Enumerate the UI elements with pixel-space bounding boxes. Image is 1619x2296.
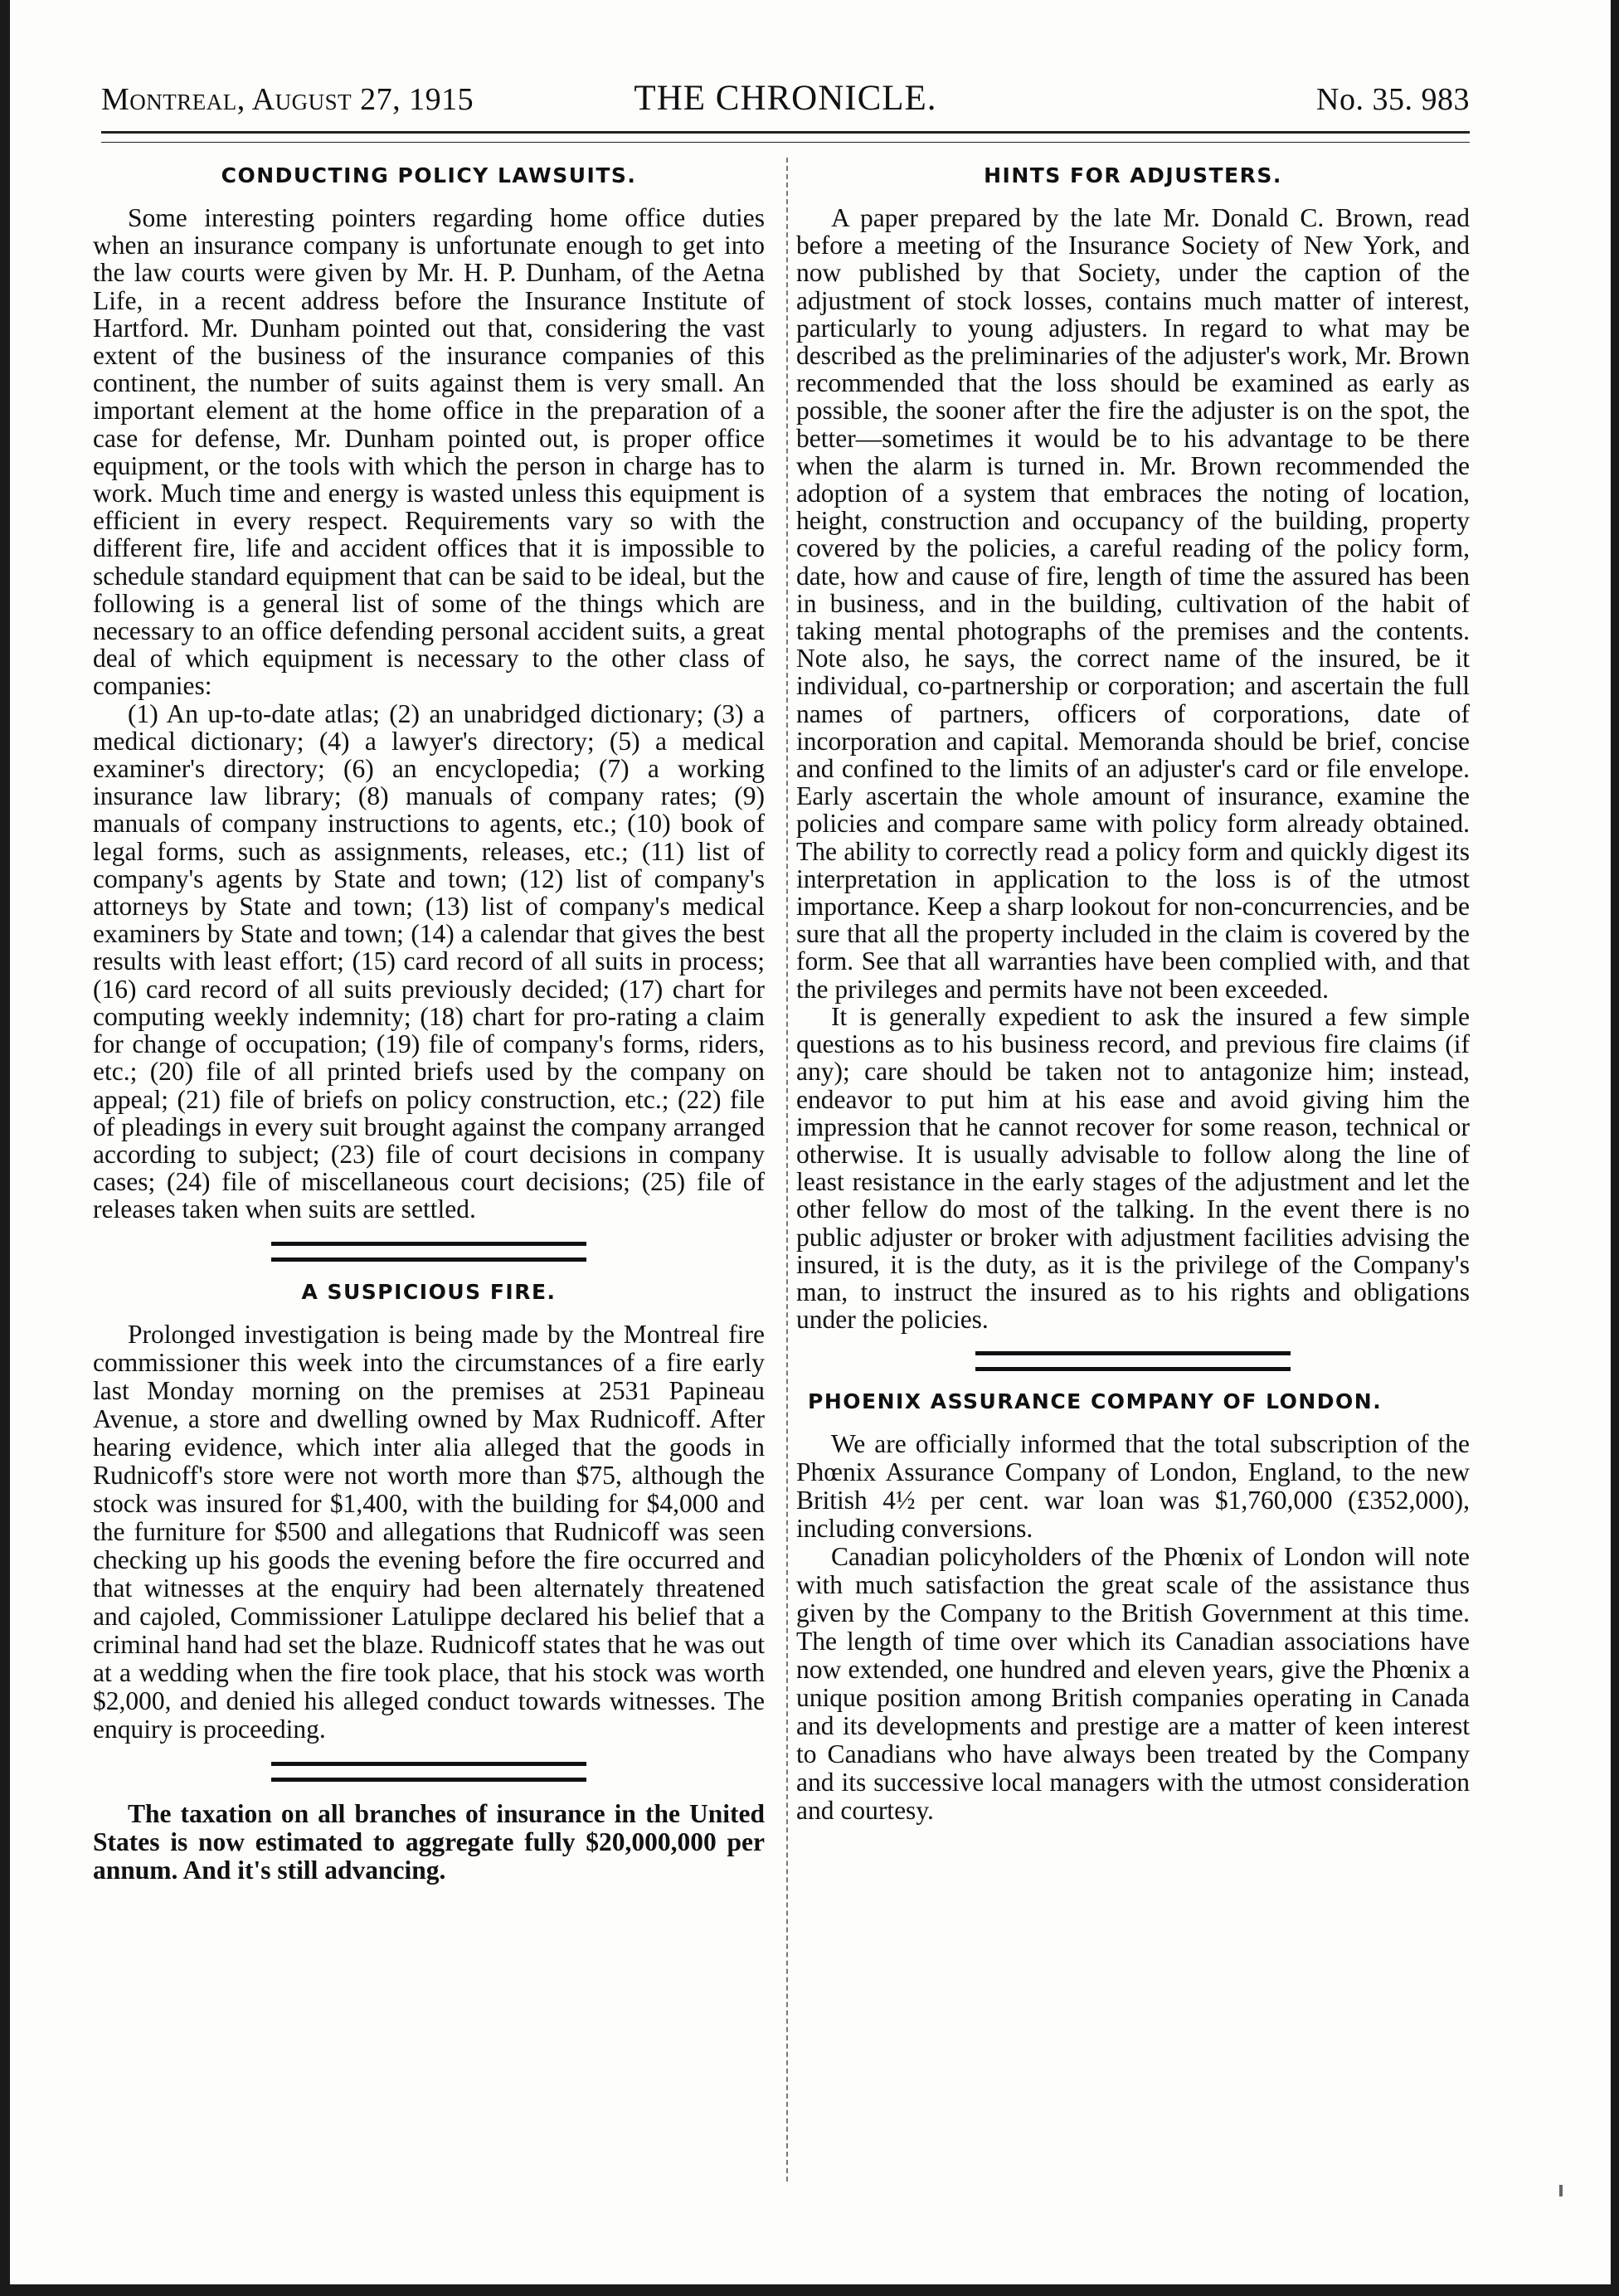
article-paragraph: Canadian policyholders of the Phœnix of London will note with much satisfaction the great scale of the assistance thus given by the Company to the British Government at this time. The length of time over which its Canadian associations have now extended, one hundred and eleven years, give the Phœnix a unique position among British companies operating in Canada and its developments and prestige are a matter of keen interest to Canadians who have always been treated by the Company and its successive local managers with the utmost consideration and courtesy. bbox=[796, 1542, 1470, 1826]
scan-border-bottom bbox=[0, 2284, 1619, 2296]
closing-note: The taxation on all branches of insurance in the United States is now estimated to aggregate fully $20,000,000 per annum. And it's still advancing. bbox=[93, 1798, 765, 1885]
article-title: A SUSPICIOUS FIRE. bbox=[301, 1279, 557, 1304]
article-paragraph: (1) An up-to-date atlas; (2) an unabridged dictionary; (3) a medical dictionary; (4) a lawyer's directory; (5) a medical examiner's directory; (6) an encyclopedia; (7) a working insurance law library; (8) manuals of company rates; (9) manuals of company instructions to agents, etc.; (10) book of legal forms, such as assignments, releases, etc.; (11) list of company's agents by State and town; (12) list of company's attorneys by State and town; (13) list of company's medical examiners by State and town; (14) a calendar that gives the best results with least effort; (15) card record of all suits in process; (16) card record of all suits previously decided; (17) chart for computing weekly indemnity; (18) chart for pro-rating a claim for change of occupation; (19) file of company's forms, riders, etc.; (20) file of all printed briefs used by the company on appeal; (21) file of briefs on policy construction, etc.; (22) file of pleadings in every suit brought against the company arranged according to subject; (23) file of court decisions in company cases; (24) file of miscellaneous court decisions; (25) file of releases taken when suits are settled. bbox=[93, 698, 765, 1224]
scan-mark bbox=[1559, 2185, 1563, 2196]
article-paragraph: Some interesting pointers regarding home office duties when an insurance company is unfortunate enough to get into the law courts were given by Mr. H. P. Dunham, of the Aetna Life, in a recent address before the Insurance Institute of Hartford. Mr. Dunham pointed out that, considering the vast extent of the business of the insurance companies of this continent, the number of suits against them is very small. An important element at the home office in the preparation of a case for defense, Mr. Dunham pointed out, is proper office equipment, or the tools with which the person in charge has to work. Much time and energy is wasted unless this equipment is efficient in every respect. Requirements vary so with the different fire, life and accident offices that it is impossible to schedule standard equipment that can be said to be ideal, but the following is a general list of some of the things which are necessary to an office defending personal accident suits, a great deal of which equipment is necessary to the other class of companies: bbox=[93, 203, 765, 701]
section-divider bbox=[271, 1242, 586, 1262]
column-divider bbox=[786, 158, 788, 2182]
right-column bbox=[796, 153, 1470, 1825]
section-divider bbox=[271, 1762, 586, 1782]
scan-border-right bbox=[1611, 0, 1619, 2296]
article-paragraph: Prolonged investigation is being made by the Montreal fire commissioner this week into the circumstances of a fire early last Monday morning on the premises at 2531 Papineau Avenue, a store and dwelling owned by Max Rudnicoff. After hearing evidence, which inter alia alleged that the goods in Rudnicoff's store were not worth more than $75, although the stock was insured for $1,400, with the building for $4,000 and the furniture for $500 and allegations that Rudnicoff was seen checking up his goods the evening before the fire occurred and that witnesses at the enquiry had been alternately threatened and cajoled, Commissioner Latulippe declared his belief that a criminal hand had set the blaze. Rudnicoff states that he was out at a wedding when the fire took place, that his stock was worth $2,000, and denied his alleged conduct towards witnesses. The enquiry is proceeding. bbox=[93, 1319, 765, 1744]
section-divider bbox=[975, 1351, 1291, 1371]
article-paragraph: It is generally expedient to ask the insured a few simple questions as to his business record, and previous fire claims (if any); care should be taken not to antagonize him; instead, endeavor to put him at his ease and avoid giving him the impression that he cannot recover for some reason, technical or otherwise. It is usually advisable to follow along the line of least resistance in the early stages of the adjustment and let the other fellow do most of the talking. In the event there is no public adjuster or broker with adjustment facilities advising the insured, it is the duty, as it is the privilege of the Company's man, to instruct the insured as to his rights and obligations under the policies. bbox=[796, 1001, 1470, 1335]
masthead-title: THE CHRONICLE. bbox=[634, 79, 937, 118]
article-paragraph: We are officially informed that the total subscription of the Phœnix Assurance Company of London, England, to the new British 4½ per cent. war loan was $1,760,000 (£352,000), including conversions. bbox=[796, 1429, 1470, 1544]
page-header bbox=[101, 75, 1470, 124]
article-title: CONDUCTING POLICY LAWSUITS. bbox=[221, 163, 637, 187]
article-paragraph: A paper prepared by the late Mr. Donald C. Brown, read before a meeting of the Insurance Society of New York, and now published by that Society, under the caption of the adjustment of stock losses, contains much matter of interest, particularly to young adjusters. In regard to what may be described as the preliminaries of the adjuster's work, Mr. Brown recommended that the loss should be examined as early as possible, the sooner after the fire the adjuster is on the spot, the better—sometimes it would be to his advantage to be there when the alarm is turned in. Mr. Brown recommended the adoption of a system that embraces the noting of location, height, construction and occupancy of the building, property covered by the policies, a careful reading of the policy form, date, how and cause of fire, length of time the assured has been in business, and in the building, cultivation of the habit of taking mental photographs of the premises and the contents. Note also, he says, the correct name of the insured, be it individual, co-partnership or corporation; and ascertain the full names of partners, officers of corporations, date of incorporation and capital. Memoranda should be brief, concise and confined to the limits of an adjuster's card or file envelope. Early ascertain the whole amount of insurance, examine the policies and compare same with policy form already obtained. The ability to correctly read a policy form and quickly digest its interpretation in application to the loss is of the utmost importance. Keep a sharp lookout for non-concurrencies, and be sure that all the property included in the claim is covered by the form. See that all warranties have been complied with, and that the privileges and permits have not been exceeded. bbox=[796, 203, 1470, 1004]
scan-border-left bbox=[0, 0, 10, 2296]
article-title: PHOENIX ASSURANCE COMPANY OF LONDON. bbox=[808, 1389, 1383, 1414]
header-dateline: Montreal, August 27, 1915 bbox=[101, 82, 474, 117]
header-rule bbox=[101, 131, 1470, 143]
left-column bbox=[93, 153, 765, 1885]
issue-page-number: No. 35. 983 bbox=[1316, 82, 1470, 117]
article-title: HINTS FOR ADJUSTERS. bbox=[984, 163, 1282, 187]
